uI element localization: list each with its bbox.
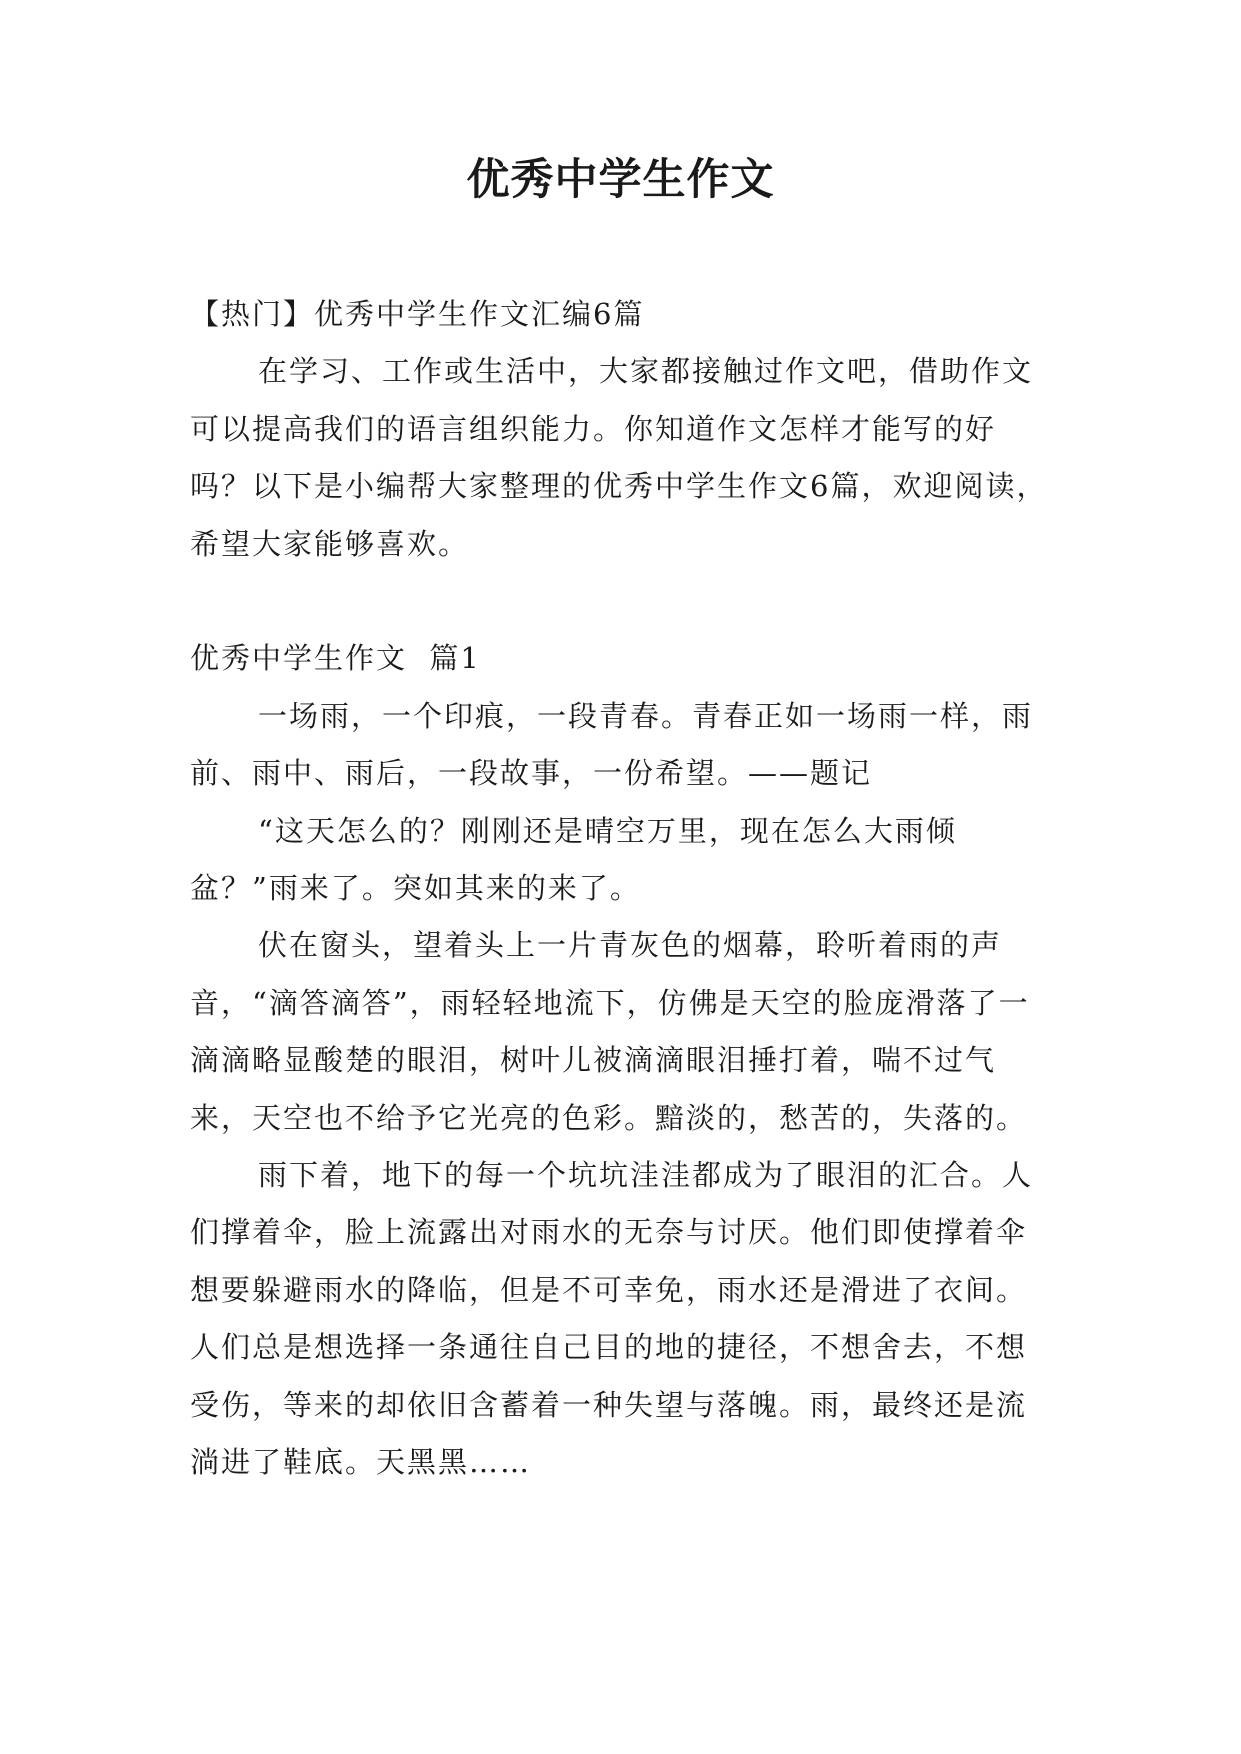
collection-subtitle: 【热门】优秀中学生作文汇编6篇 — [190, 297, 645, 331]
essay-paragraph: 一场雨，一个印痕，一段青春。青春正如一场雨一样，雨前、雨中、雨后，一段故事，一份希望。——题记 — [190, 698, 1034, 791]
document-title: 优秀中学生作文 — [466, 155, 775, 205]
section-spacer — [190, 573, 1050, 630]
essay-paragraph: 伏在窗头，望着头上一片青灰色的烟幕，聆听着雨的声音，“滴答滴答”，雨轻轻地流下，仿佛是天空的脸庞滑落了一滴滴略显酸楚的眼泪，树叶儿被滴滴眼泪捶打着，喘不过气来，天空也不给予它光亮的色彩。黯淡的，愁苦的，失落的。 — [190, 928, 1030, 1135]
essay-paragraph: “这天怎么的？刚刚还是晴空万里，现在怎么大雨倾盆？”雨来了。突如其来的来了。 — [190, 813, 957, 906]
section-heading: 优秀中学生作文 篇1 — [190, 641, 481, 676]
document-body — [190, 286, 1050, 1492]
intro-paragraph: 在学习、工作或生活中，大家都接触过作文吧，借助作文可以提高我们的语言组织能力。你知道作文怎样才能写的好吗？以下是小编帮大家整理的优秀中学生作文6篇，欢迎阅读，希望大家能够喜欢。 — [190, 354, 1048, 561]
essay-paragraph: 雨下着，地下的每一个坑坑洼洼都成为了眼泪的汇合。人们撑着伞，脸上流露出对雨水的无奈与讨厌。他们即使撑着伞想要躲避雨水的降临，但是不可幸免，雨水还是滑进了衣间。人们总是想选择一条通往自己目的地的捷径，不想舍去，不想受伤，等来的却依旧含蓄着一种失望与落魄。雨，最终还是流淌进了鞋底。天黑黑…… — [190, 1158, 1034, 1480]
